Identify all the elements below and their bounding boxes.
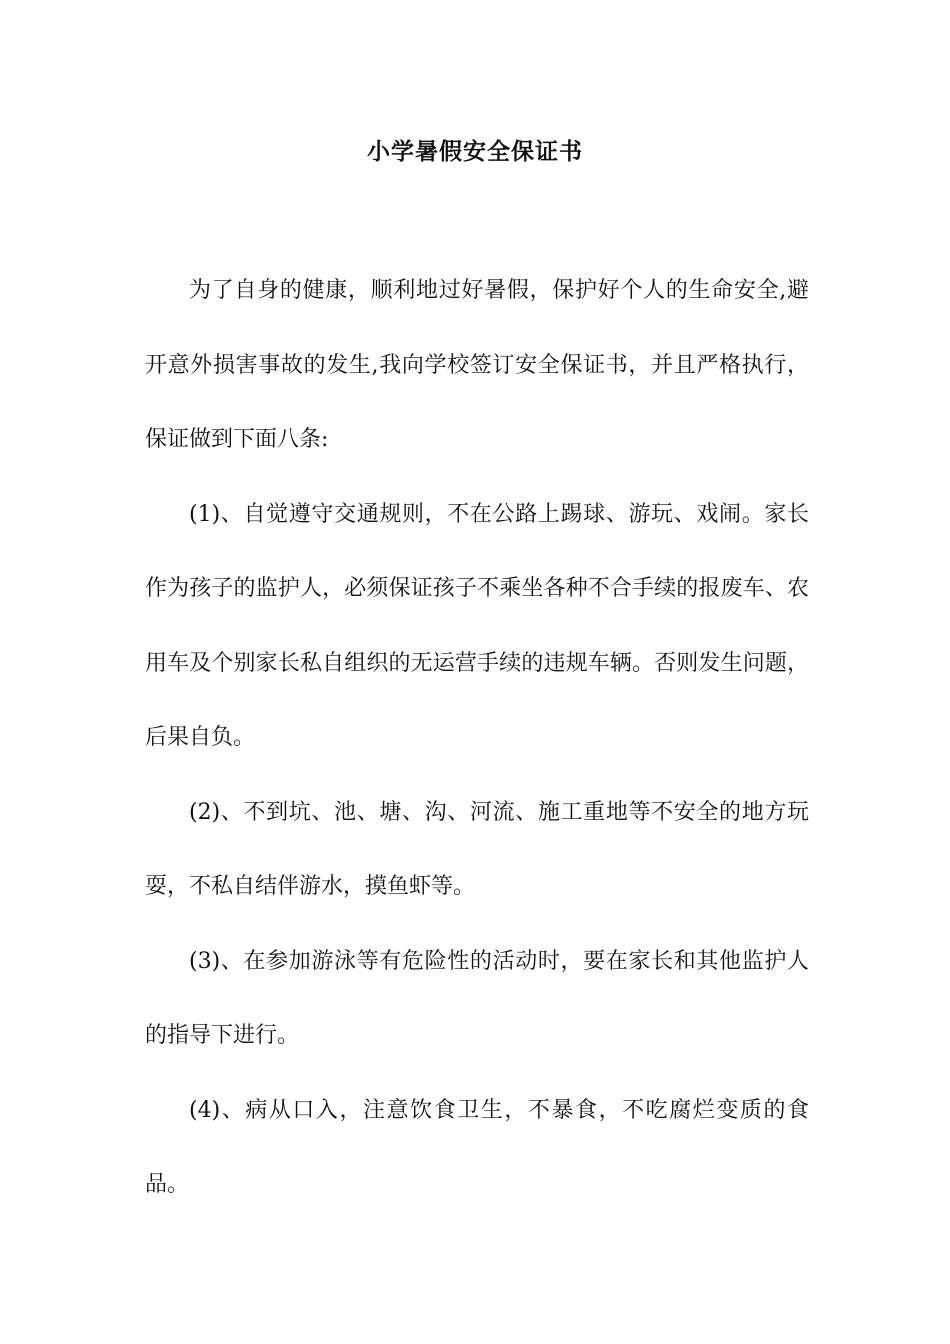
paragraph-rule-1: (1)、自觉遵守交通规则，不在公路上踢球、游玩、戏闹。家长作为孩子的监护人，必须保证孩子不乘坐各种不合手续的报废车、农用车及个别家长私自组织的无运营手续的违规车辆。否则发生问题，后果自负。 bbox=[145, 501, 809, 750]
paragraph-rule-2: (2)、不到坑、池、塘、沟、河流、施工重地等不安全的地方玩耍，不私自结伴游水，摸鱼虾等。 bbox=[145, 799, 809, 899]
paragraph-rule-4: (4)、病从口入，注意饮食卫生，不暴食，不吃腐烂变质的食品。 bbox=[145, 1097, 809, 1197]
paragraph-intro: 为了自身的健康，顺利地过好暑假，保护好个人的生命安全,避开意外损害事故的发生,我向学校签订安全保证书，并且严格执行，保证做到下面八条: bbox=[145, 278, 809, 452]
paragraph-rule-3: (3)、在参加游泳等有危险性的活动时，要在家长和其他监护人的指导下进行。 bbox=[145, 948, 809, 1048]
document-title: 小学暑假安全保证书 bbox=[367, 138, 583, 165]
document-body bbox=[145, 254, 809, 1223]
